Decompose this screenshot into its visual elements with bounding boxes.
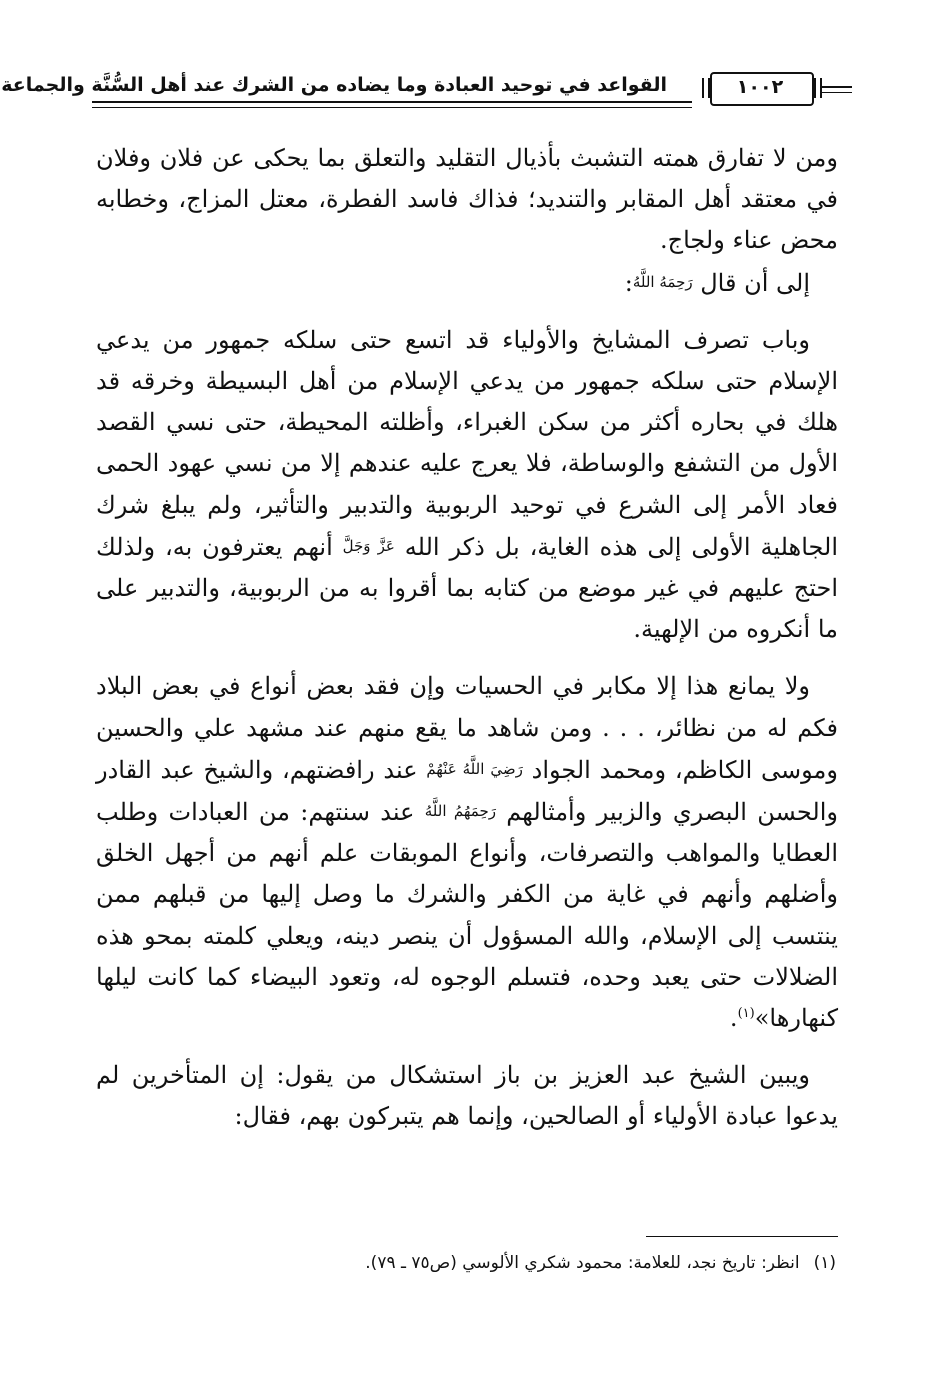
honorific-glyph: عَزَّ وَجَلَّ [342,536,395,555]
running-title: القواعد في توحيد العبادة وما يضاده من الشرك عند أهل السُّنَّة والجماعة [1,74,667,96]
header-rule [92,101,692,108]
paragraph-4-text-cont: عند رافضتهم، والشيخ عبد القادر والحسن البصري والزبير وأمثالهم [96,755,838,827]
paragraph-4-text-end: عند سنتهم: من العبادات وطلب العطايا والمواهب والتصرفات، وأنواع الموبقات علم أنهم من أجهل الخلق وأضلهم وأنهم في غاية من الكفر والشرك ما وصل إليها من قبلهم ممن ينتسب إلى الإسلام، والله المسؤول أن ينصر دينه، ويعلي كلمته بمحو هذه الضلالات حتى يعبد وحده، فتسلم الوجوه له، وتعود البيضاء كما كانت ليلها كنهارها» [96,798,838,1033]
honorific-glyph: رَحِمَهُ اللَّهُ [632,272,693,291]
header-rule-tail [822,86,852,93]
paragraph-5 [96,1055,838,1137]
footnote-number: (١) [813,1253,836,1273]
paragraph-1-text: ومن لا تفارق همته التشبث بأذيال التقليد والتعلق بما يحكى عن فلان وفلان في معتقد أهل المقابر والتنديد؛ فذاك فاسد الفطرة، معتل المزاج، وخطابه محض عناء ولجاج. [96,144,838,255]
footnote-separator [646,1236,838,1237]
paragraph-1 [96,138,838,262]
paragraph-5-text: ويبين الشيخ عبد العزيز بن باز استشكال من يقول: إن المتأخرين لم يدعوا عبادة الأولياء أو الصالحين، وإنما هم يتبركون بهم، فقال: [96,1061,838,1131]
honorific-glyph: رَضِيَ اللَّهُ عَنْهُمْ [426,759,523,778]
page-number-box [702,68,852,106]
footnote-1 [300,1248,836,1278]
paragraph-2-end: : [624,268,633,297]
page-number: ١٠٠٢ [736,76,784,98]
paragraph-3-text: وباب تصرف المشايخ والأولياء قد اتسع حتى سلكه جمهور من يدعي الإسلام حتى سلكه جمهور من يدعي الإسلام من أهل البسيطة وخرقه قد هلك في بحاره أكثر من سكن الغبراء، وأظلته المحيطة، حتى نسي القصد الأول من التشفع والوساطة، فلا يعرج عليه عندهم إلا من نسي عهود الحمى فعاد الأمر إلى الشرع في توحيد الربوبية والتدبير والتأثير، ولم يبلغ شرك الجاهلية الأولى إلى هذه الغاية، بل ذكر الله [96,325,838,561]
paragraph-4 [96,666,838,1039]
page-header [1,66,852,110]
footnote-reference[interactable]: (١) [737,1006,755,1022]
footnote-text: انظر: تاريخ نجد، للعلامة: محمود شكري الألوسي (ص٧٥ ـ ٧٩). [365,1253,800,1273]
paragraph-3 [96,320,838,651]
paragraph-2 [96,262,838,304]
paragraph-3-text-cont: أنهم يعترفون به، ولذلك احتج عليهم في غير موضع من كتابه بما أقروا به من الربوبية، والتدبير على ما أنكروه من الإلهية. [96,532,838,644]
paragraph-4-period: . [729,1004,738,1033]
main-text [96,138,838,1138]
paragraph-2-text: إلى أن قال [700,268,810,297]
paragraph-4-text: ولا يمانع هذا إلا مكابر في الحسيات وإن فقد بعض أنواع في بعض البلاد فكم له من نظائر، . . . ومن شاهد ما يقع منهم عند مشهد علي والحسين وموسى الكاظم، ومحمد الجواد [96,672,838,784]
honorific-glyph: رَحِمَهُمُ اللَّهُ [424,802,496,821]
